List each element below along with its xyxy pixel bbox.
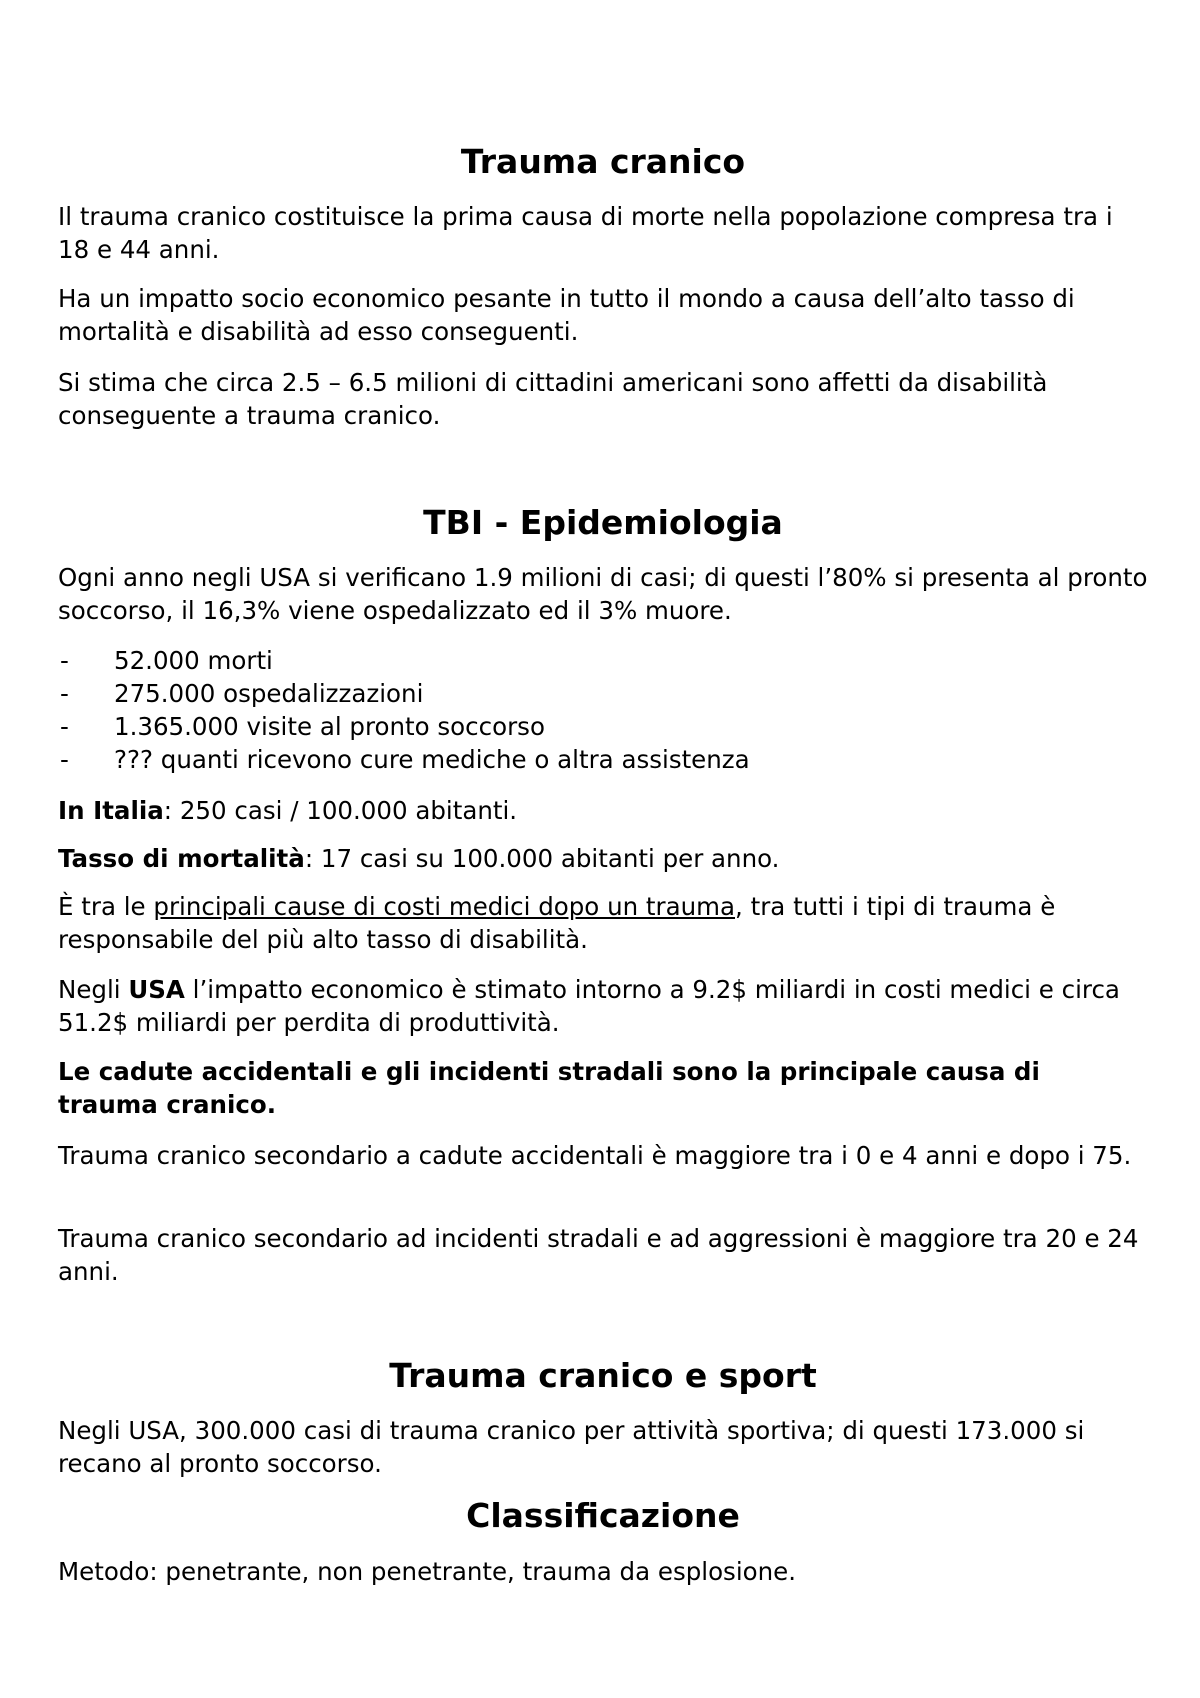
paragraph-medical-costs: È tra le principali cause di costi medici dopo un trauma, tra tutti i tipi di trauma è responsabile del più alto tasso di disabilità. bbox=[58, 892, 1056, 954]
list-bullet: - bbox=[60, 712, 69, 741]
list-bullet: - bbox=[60, 745, 69, 774]
section-title-sport: Trauma cranico e sport bbox=[389, 1356, 817, 1395]
paragraph-usa-cases: Ogni anno negli USA si verificano 1.9 milioni di casi; di questi l’80% si presenta al pronto soccorso, il 16,3% viene ospedalizzato ed il 3% muore. bbox=[58, 563, 1148, 625]
label-mortality: Tasso di mortalità bbox=[58, 844, 305, 873]
list-item: - 52.000 morti bbox=[60, 646, 273, 675]
list-item: - ??? quanti ricevono cure mediche o altra assistenza bbox=[60, 745, 750, 774]
section-title-classificazione: Classificazione bbox=[466, 1496, 740, 1535]
paragraph-sport-cases: Negli USA, 300.000 casi di trauma cranico per attività sportiva; di questi 173.000 si recano al pronto soccorso. bbox=[58, 1416, 1085, 1478]
paragraph-falls: Trauma cranico secondario a cadute accidentali è maggiore tra i 0 e 4 anni e dopo i 75. bbox=[58, 1141, 1132, 1170]
paragraph-economic-impact: Negli USA l’impatto economico è stimato intorno a 9.2$ miliardi in costi medici e circa 51.2$ miliardi per perdita di produttività. bbox=[58, 975, 1120, 1037]
list-item: - 1.365.000 visite al pronto soccorso bbox=[60, 712, 545, 741]
paragraph-road-accidents: Trauma cranico secondario ad incidenti stradali e ad aggressioni è maggiore tra 20 e 24 anni. bbox=[58, 1224, 1139, 1286]
paragraph-main-causes: Le cadute accidentali e gli incidenti stradali sono la principale causa di trauma cranico. bbox=[58, 1057, 1040, 1119]
paragraph-method: Metodo: penetrante, non penetrante, trauma da esplosione. bbox=[58, 1557, 797, 1586]
list-bullet: - bbox=[60, 646, 69, 675]
paragraph-socio-economic: Ha un impatto socio economico pesante in tutto il mondo a causa dell’alto tasso di mortalità e disabilità ad esso conseguenti. bbox=[58, 284, 1075, 346]
section-title-epidemiologia: TBI - Epidemiologia bbox=[423, 503, 783, 542]
label-italy: In Italia bbox=[58, 796, 164, 825]
underlined-phrase: principali cause di costi medici dopo un trauma bbox=[153, 892, 736, 921]
paragraph-estimate: Si stima che circa 2.5 – 6.5 milioni di cittadini americani sono affetti da disabilità conseguente a trauma cranico. bbox=[58, 368, 1048, 430]
paragraph-italy: In Italia: 250 casi / 100.000 abitanti. bbox=[58, 796, 518, 825]
paragraph-leading-cause: Il trauma cranico costituisce la prima causa di morte nella popolazione compresa tra i 18 e 44 anni. bbox=[58, 202, 1113, 264]
paragraph-mortality-rate: Tasso di mortalità: 17 casi su 100.000 abitanti per anno. bbox=[58, 844, 780, 873]
statistics-list bbox=[58, 644, 1148, 776]
list-item: - 275.000 ospedalizzazioni bbox=[60, 679, 424, 708]
section-title-trauma-cranico: Trauma cranico bbox=[460, 142, 746, 181]
list-bullet: - bbox=[60, 679, 69, 708]
